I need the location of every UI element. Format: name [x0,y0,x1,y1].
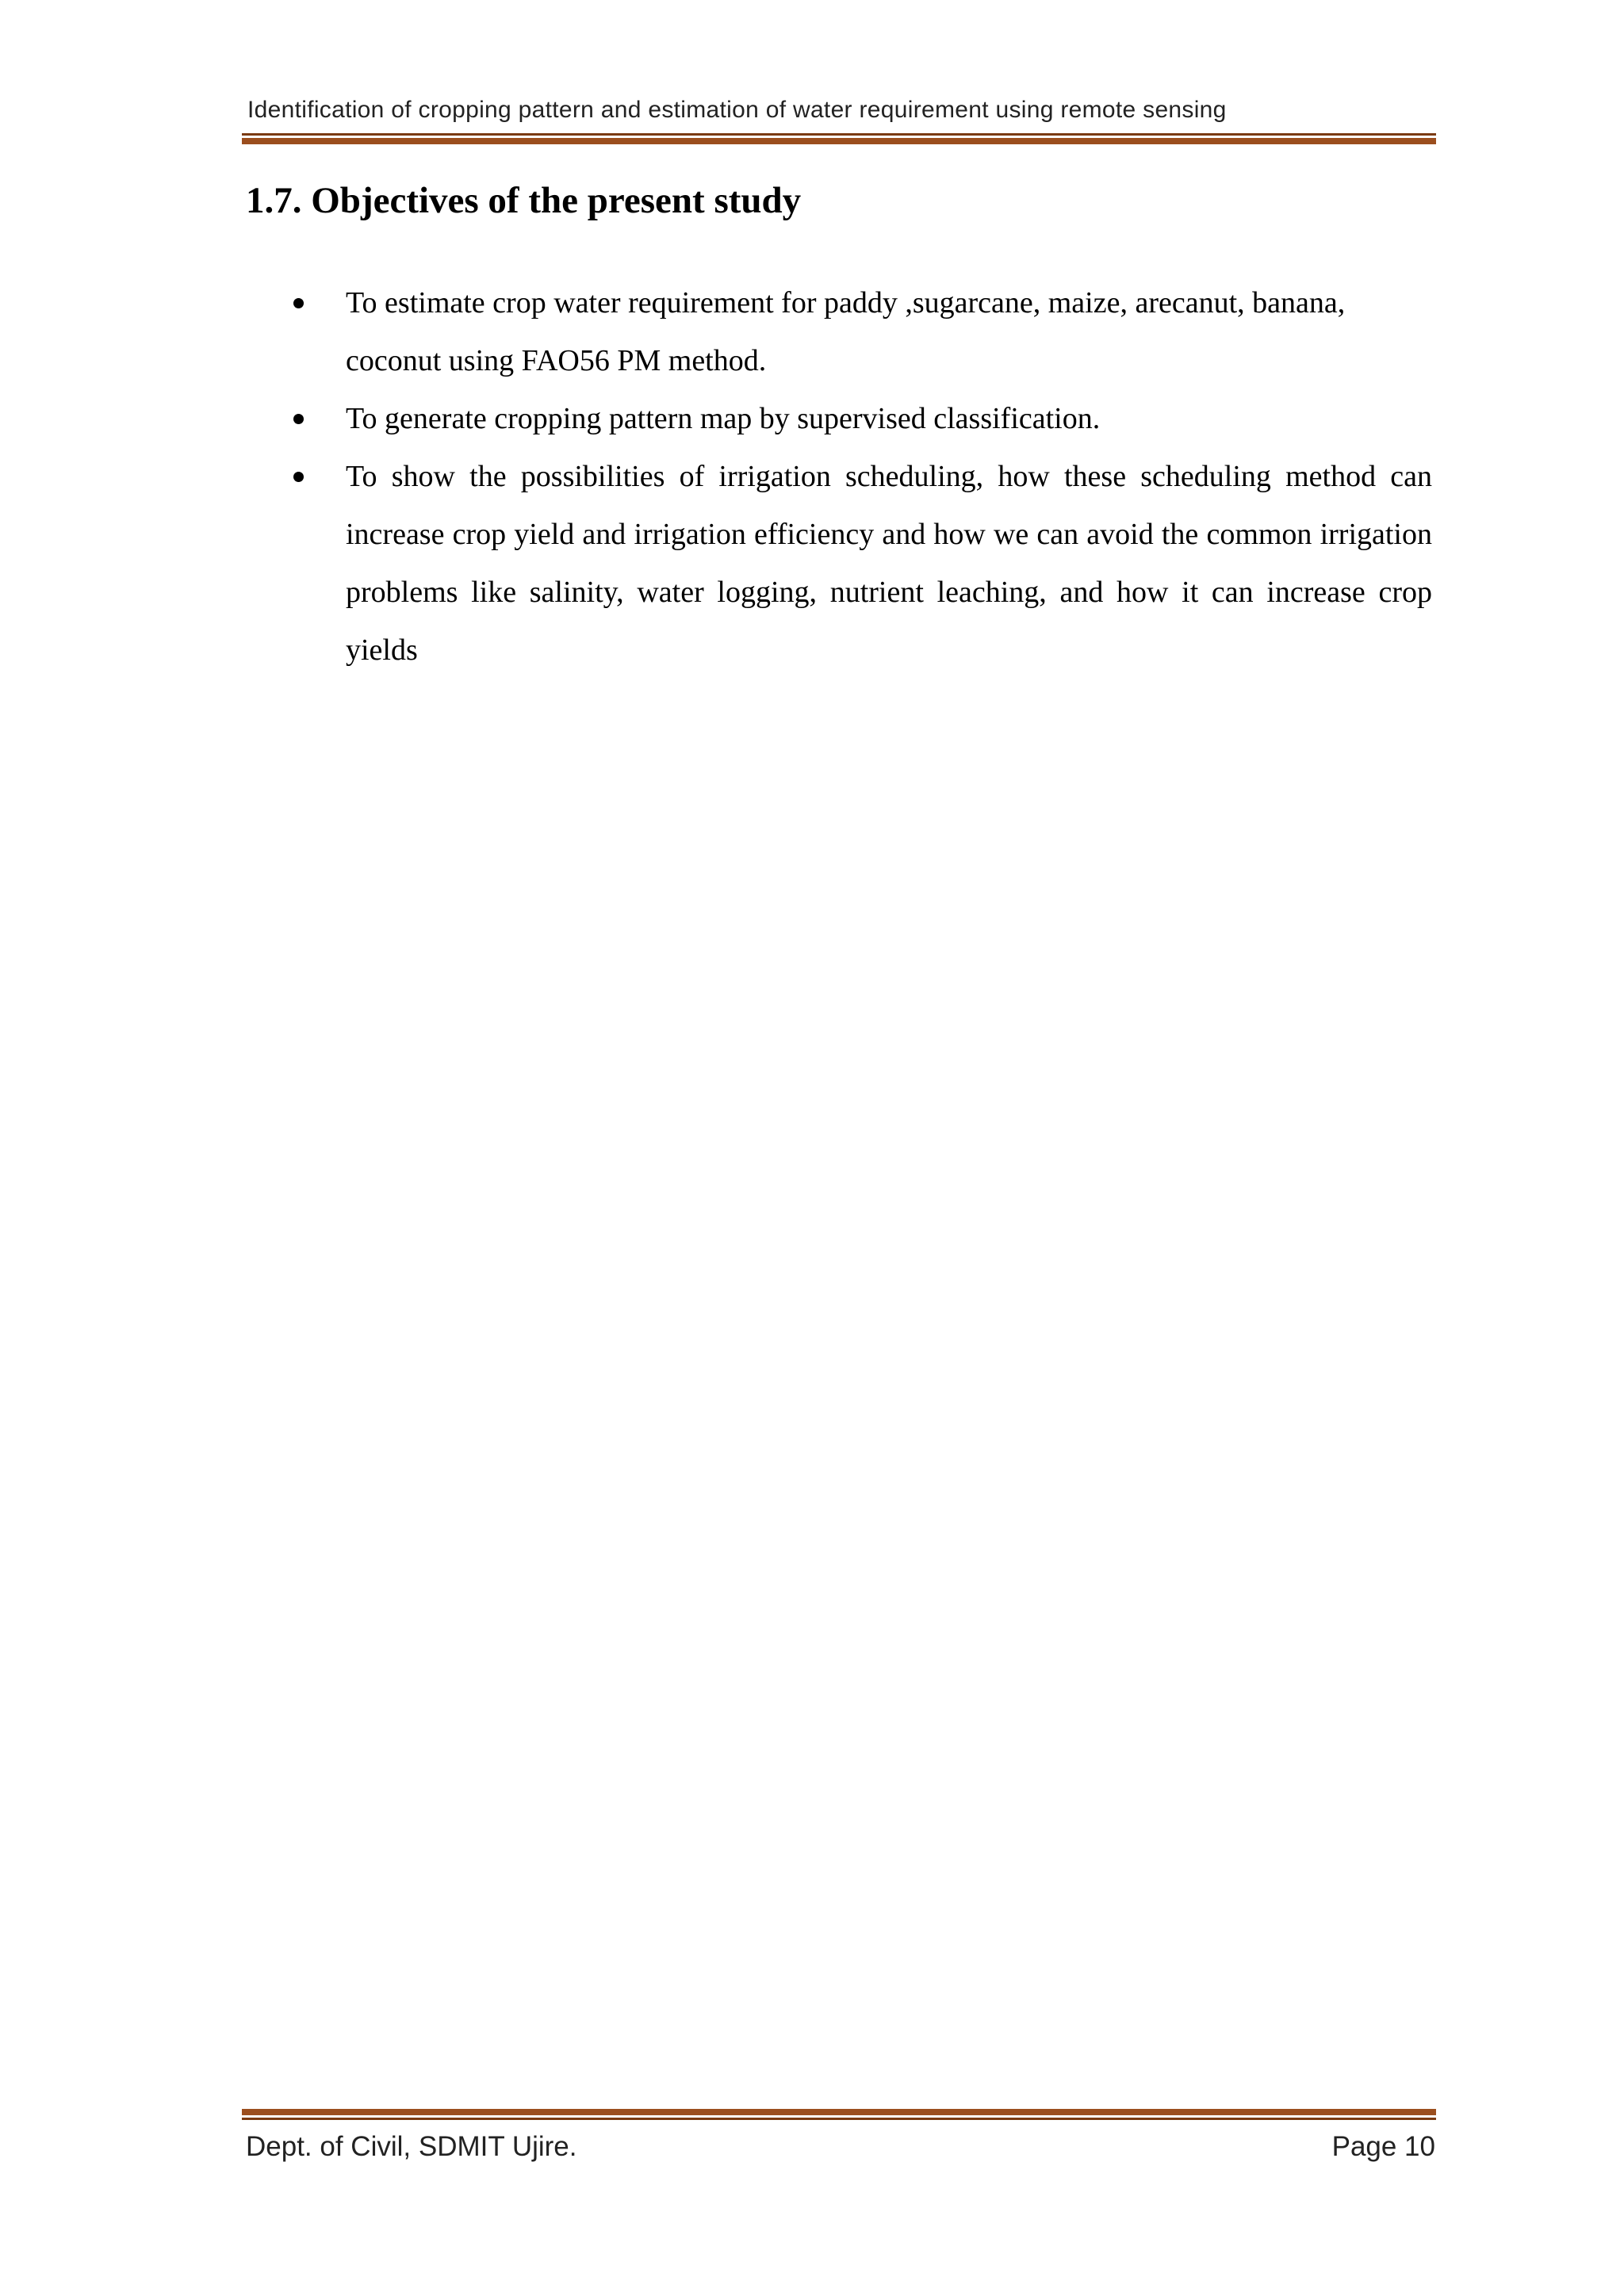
footer-rule-thin-line [242,2118,1436,2120]
section-heading: 1.7. Objectives of the present study [246,180,802,221]
header-rule [242,133,1436,146]
running-header: Identification of cropping pattern and estimation of water requirement using remote sensing [247,97,1227,123]
objective-text: To estimate crop water requirement for paddy ,sugarcane, maize, arecanut, banana, coconut using FAO56 PM method. [346,286,1346,377]
bullet-icon [293,472,304,482]
header-rule-thick-line [242,138,1436,144]
objective-item [293,390,1432,448]
footer-department: Dept. of Civil, SDMIT Ujire. [246,2131,577,2162]
objectives-list [293,274,1432,679]
header-rule-thin-line [242,133,1436,136]
footer-rule-thick-line [242,2109,1436,2115]
objective-text: To show the possibilities of irrigation scheduling, how these scheduling method can increase crop yield and irrigation efficiency and how we can avoid the common irrigation problems like salinity, water logging, nutrient leaching, and how it can increase crop yields [346,460,1432,667]
bullet-icon [293,414,304,424]
footer-rule [242,2109,1436,2122]
footer-page-number: Page 10 [1331,2131,1435,2162]
objective-text: To generate cropping pattern map by supervised classification. [346,402,1101,435]
objective-item [293,274,1432,390]
bullet-icon [293,298,304,308]
objective-item [293,448,1432,679]
